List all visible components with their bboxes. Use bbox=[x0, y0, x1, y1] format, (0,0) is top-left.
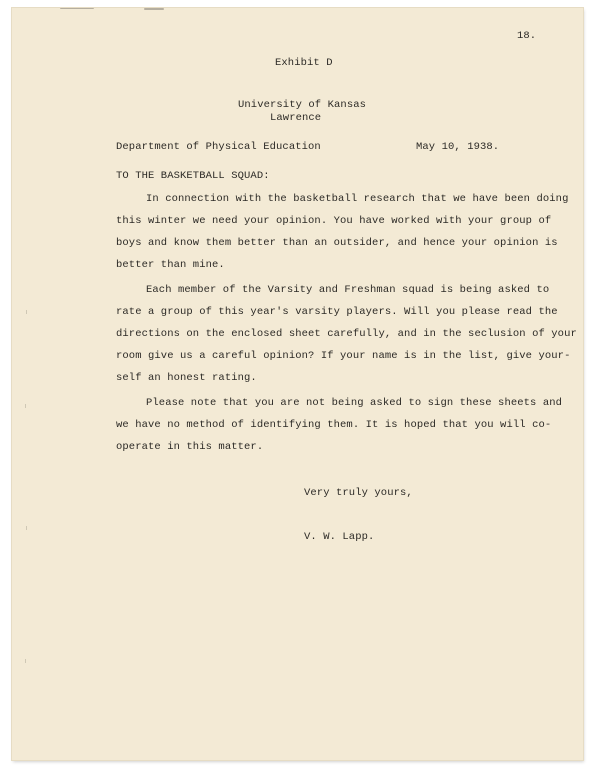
page-number: 18. bbox=[517, 30, 537, 42]
margin-speck bbox=[26, 310, 27, 314]
institution-name: University of Kansas bbox=[238, 99, 367, 111]
body-line: operate in this matter. bbox=[116, 441, 264, 453]
body-line: self an honest rating. bbox=[116, 372, 257, 384]
body-line: this winter we need your opinion. You have worked with your group of bbox=[116, 215, 552, 227]
body-line: better than mine. bbox=[116, 259, 225, 271]
letter-page bbox=[12, 8, 583, 760]
body-line: directions on the enclosed sheet carefully, and in the seclusion of your bbox=[116, 328, 577, 340]
salutation: TO THE BASKETBALL SQUAD: bbox=[116, 170, 270, 182]
body-line: rate a group of this year's varsity players. Will you please read the bbox=[116, 306, 558, 318]
exhibit-label: Exhibit D bbox=[275, 57, 333, 69]
top-edge-mark bbox=[60, 8, 94, 9]
body-line: boys and know them better than an outsider, and hence your opinion is bbox=[116, 237, 558, 249]
top-edge-mark bbox=[144, 8, 164, 10]
body-line: we have no method of identifying them. It is hoped that you will co- bbox=[116, 419, 552, 431]
body-line: room give us a careful opinion? If your name is in the list, give your- bbox=[116, 350, 571, 362]
closing: Very truly yours, bbox=[304, 487, 413, 499]
letter-date: May 10, 1938. bbox=[416, 141, 500, 153]
signature: V. W. Lapp. bbox=[304, 531, 375, 543]
body-line: In connection with the basketball research that we have been doing bbox=[146, 193, 569, 205]
margin-speck bbox=[25, 659, 26, 663]
institution-city: Lawrence bbox=[270, 112, 322, 124]
body-line: Each member of the Varsity and Freshman squad is being asked to bbox=[146, 284, 550, 296]
body-line: Please note that you are not being asked to sign these sheets and bbox=[146, 397, 563, 409]
margin-speck bbox=[26, 526, 27, 530]
department-line: Department of Physical Education bbox=[116, 141, 321, 153]
margin-speck bbox=[25, 404, 26, 408]
